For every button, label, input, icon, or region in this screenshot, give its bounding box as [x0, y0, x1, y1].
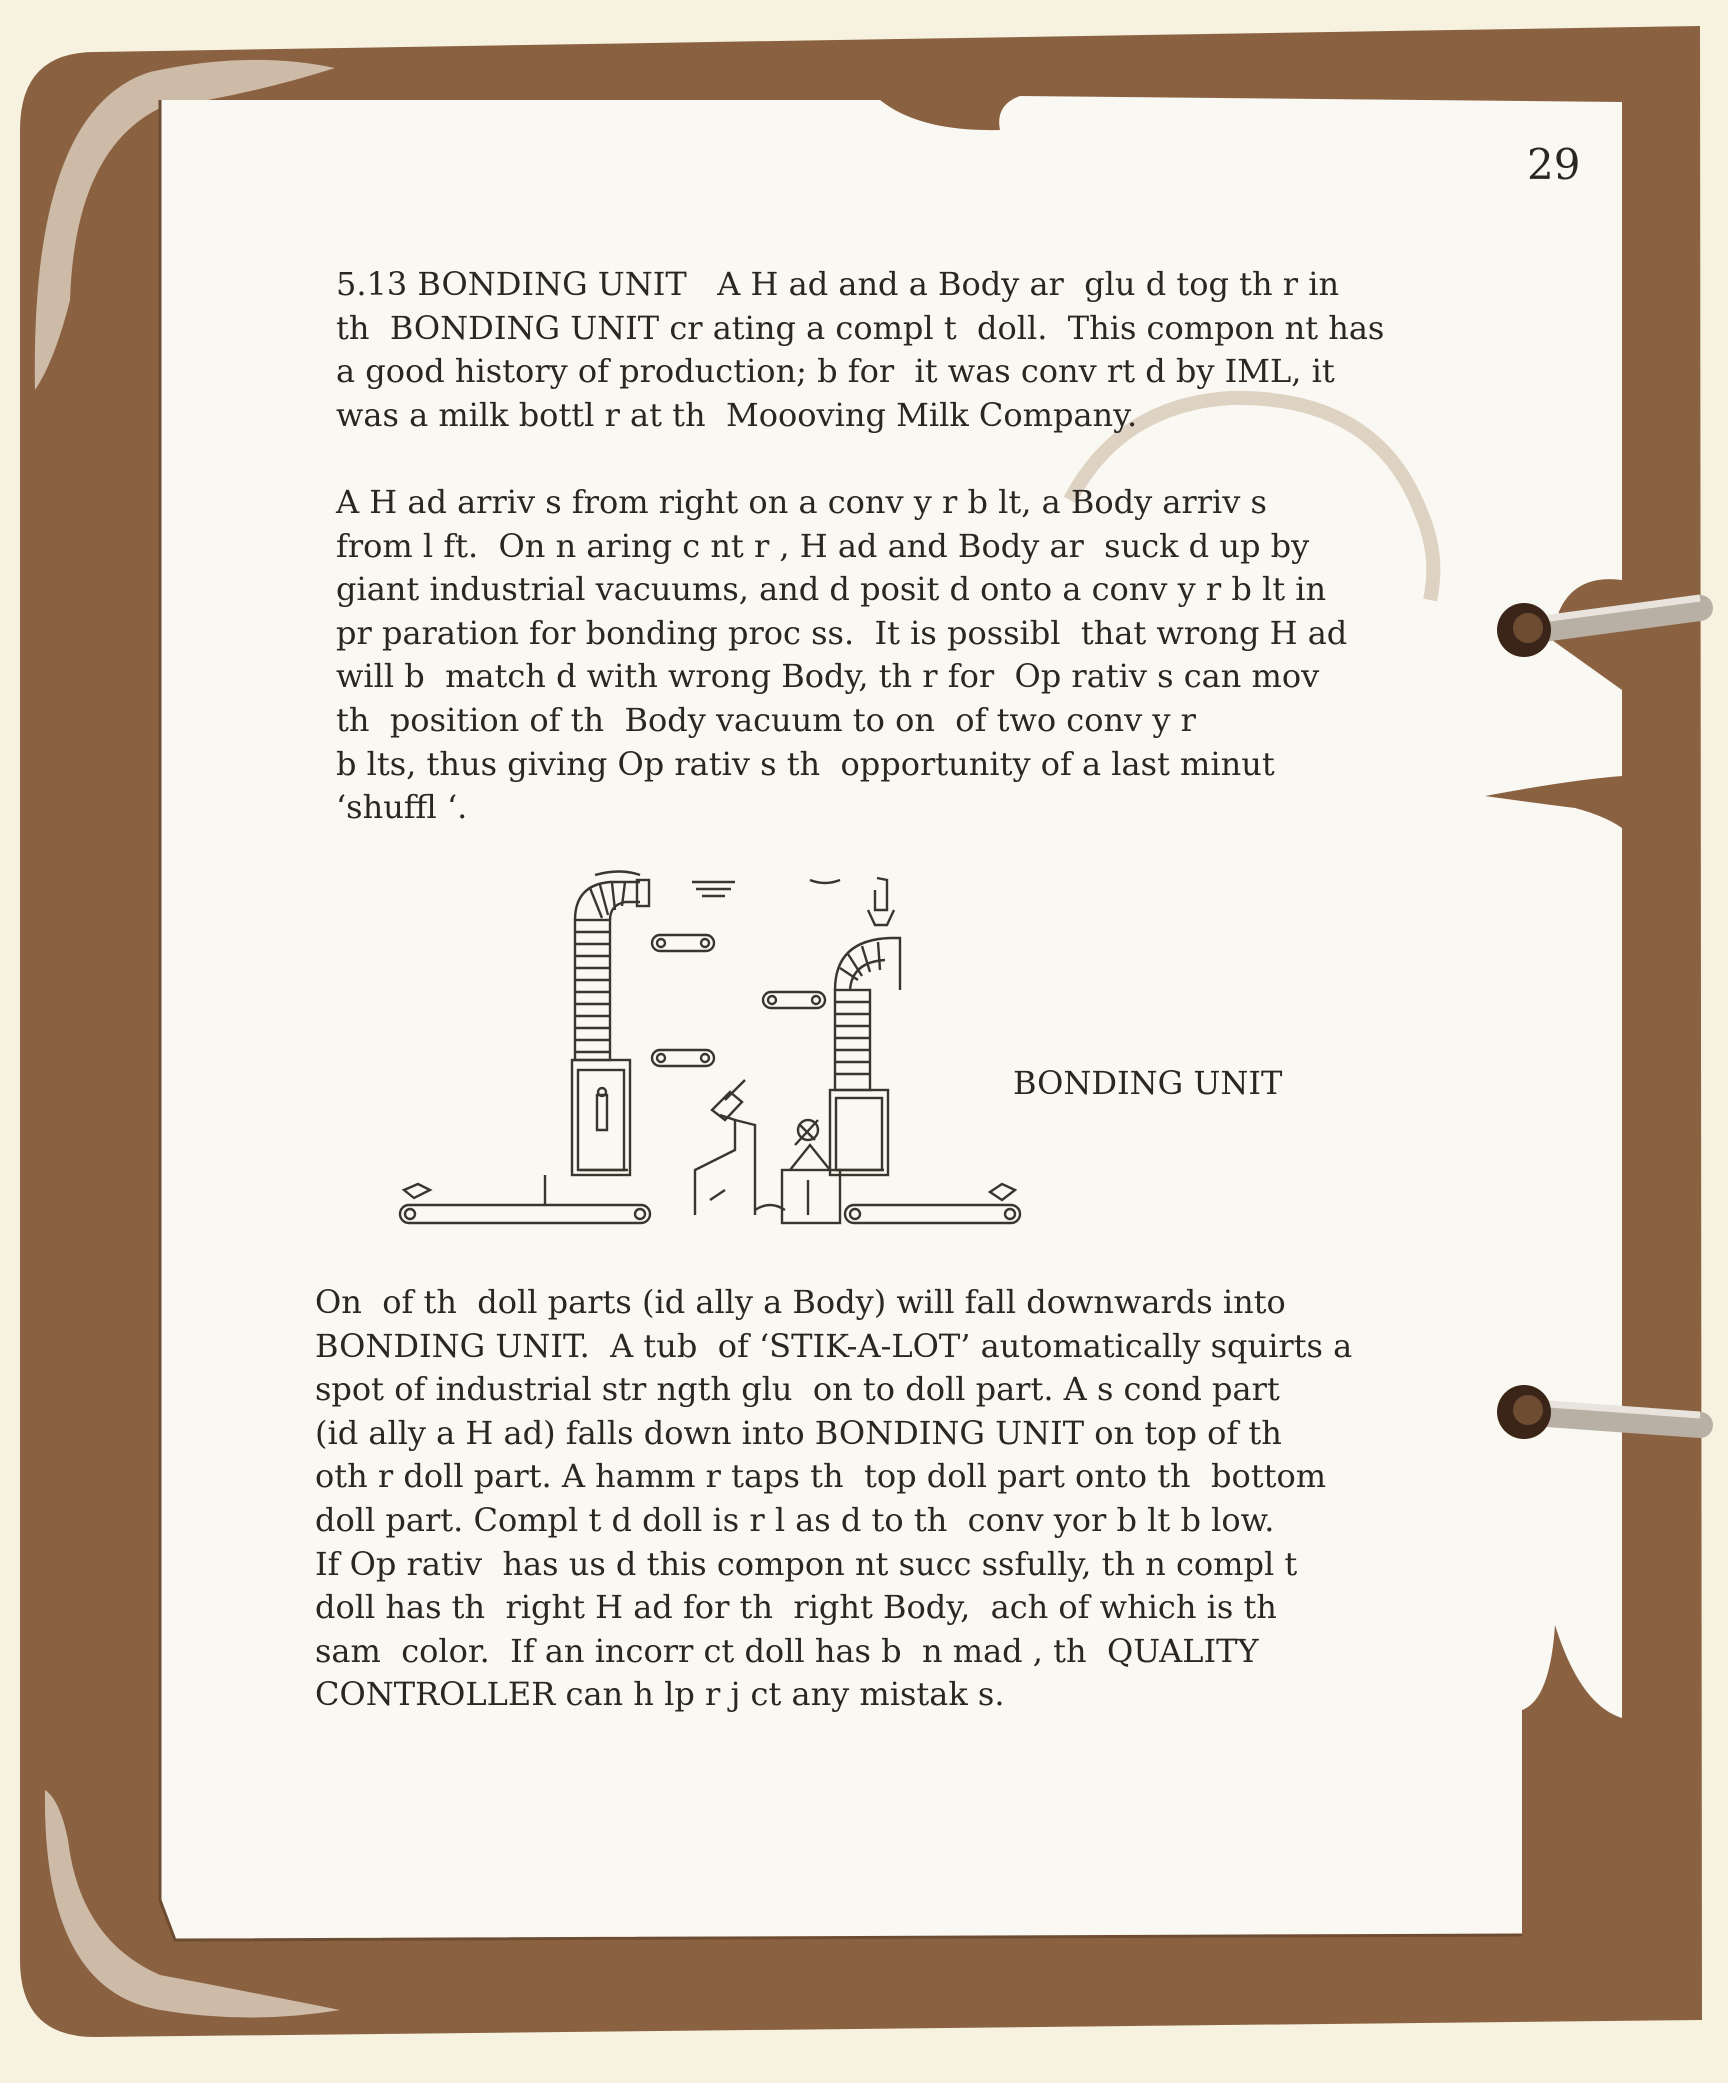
small-belts — [652, 880, 840, 1066]
right-conveyor — [845, 1184, 1020, 1223]
paragraph-process: On of th doll parts (id ally a Body) will fall downwards into BONDING UNIT. A tub of ‘STIK-A-LOT’ automatically squirts a spot of industrial str ngth glu on to doll part. A s cond part (id ally a H ad) falls down into BONDING UNIT on top of th oth r doll part. A hamm r taps th top doll part onto th bottom doll part. Compl t d doll is r l as d to th conv yor b lt b low. If Op rativ has us d this compon nt succ ssfully, th n compl t doll has th right H ad for th right Body, ach of which is th sam color. If an incorr ct doll has b n mad , th QUALITY CONTROLLER can h lp r j ct any mistak s. — [315, 1283, 1353, 1714]
bonding-unit-diagram — [390, 870, 1030, 1230]
bonding-press — [782, 1120, 840, 1223]
left-conveyor — [400, 1175, 650, 1223]
paragraph-intro: 5.13 BONDING UNIT A H ad and a Body ar glu d tog th r in th BONDING UNIT cr ating a compl t doll. This compon nt has a good history of production; b for it was conv rt d by IML, it was a milk bottl r at th Moooving Milk Company. — [336, 265, 1385, 434]
left-vacuum — [572, 872, 649, 1176]
glue-hammer — [695, 1080, 785, 1215]
paragraph-conveyor: A H ad arriv s from right on a conv y r b lt, a Body arriv s from l ft. On n aring c nt r , H ad and Body ar suck d up by giant industrial vacuums, and d posit d onto a conv y r b lt in pr paration for bonding proc ss. It is possibl that wrong H ad will b match d with wrong Body, th r for Op rativ s can mov th position of th Body vacuum to on of two conv y r b lts, thus giving Op rativ s th opportunity of a last minut ‘shuffl ‘. — [336, 483, 1348, 827]
figure-caption: BONDING UNIT — [1013, 1064, 1283, 1102]
right-vacuum — [830, 878, 900, 1175]
page-number: 29 — [1527, 140, 1581, 189]
